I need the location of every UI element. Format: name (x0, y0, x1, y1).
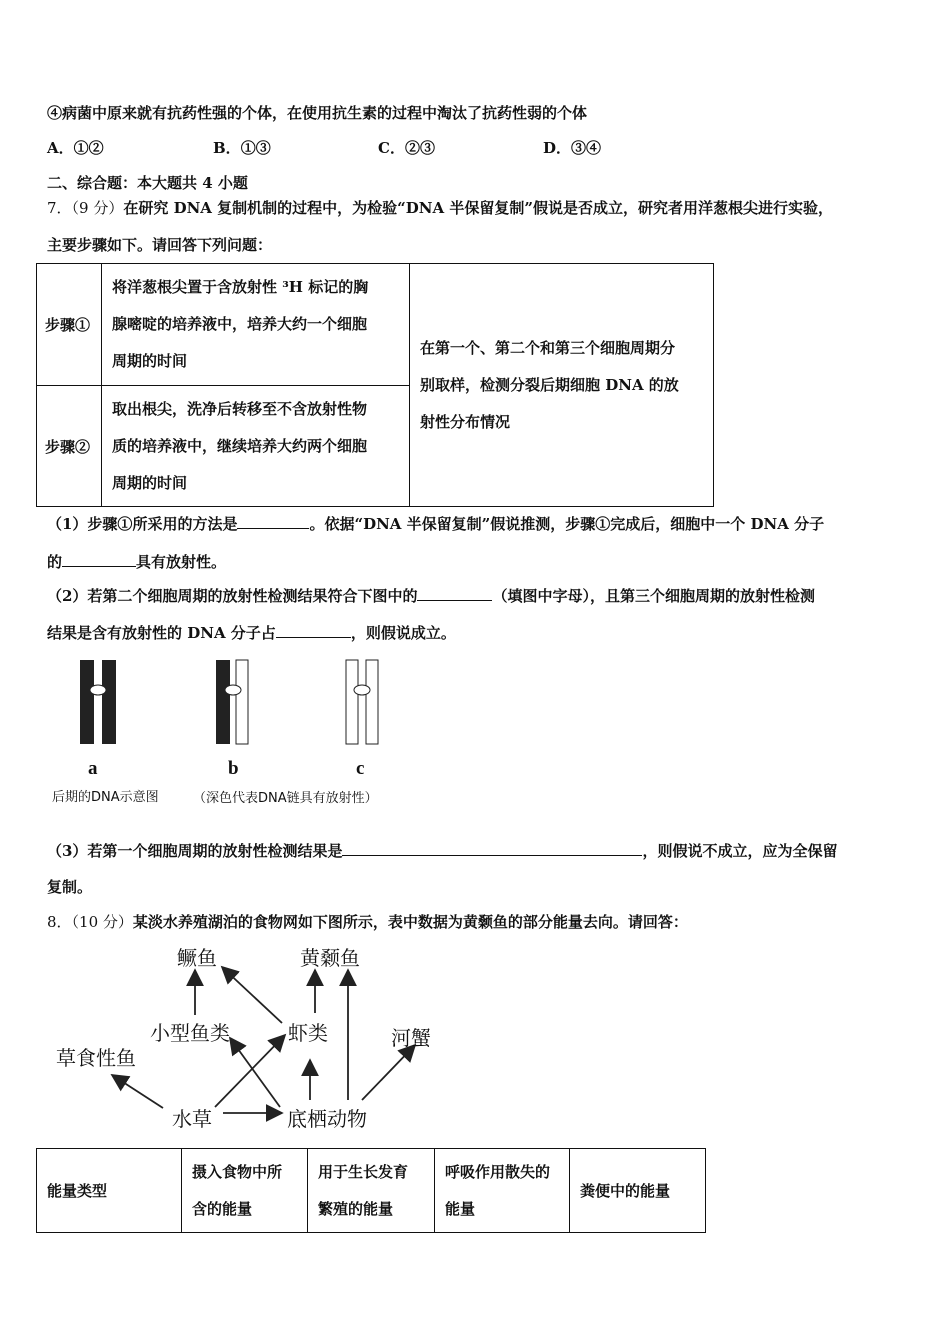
q7-sub2-line1: （2）若第二个细胞周期的放射性检测结果符合下图中的 （填图中字母），且第三个细胞周期的放射性检测 (47, 584, 815, 606)
q7-number: 7．（9 分） (47, 199, 124, 217)
energy-col-feces: 粪便中的能量 (570, 1149, 706, 1233)
q7-sub1-line1: （1）步骤①所采用的方法是 。依据“DNA 半保留复制”假说推测，步骤①完成后，细胞中一个 DNA 分子 (47, 512, 824, 534)
node-benthos: 底栖动物 (287, 1107, 367, 1131)
node-herbivorous-fish: 草食性鱼 (56, 1046, 136, 1070)
step2-label: 步骤② (37, 386, 102, 507)
q7-sub2-line2: 结果是含有放射性的 DNA 分子占 ，则假说成立。 (47, 621, 456, 643)
figure-caption-right: （深色代表DNA链具有放射性） (193, 791, 378, 806)
step2-content: 取出根尖，洗净后转移至不含放射性物 质的培养液中，继续培养大约两个细胞 周期的时间 (102, 386, 410, 507)
choice-d: D．③④ (543, 139, 602, 157)
q7-stem-line2: 主要步骤如下。请回答下列问题： (47, 236, 273, 254)
node-yellow-catfish: 黄颡鱼 (300, 946, 360, 970)
section-header: 二、综合题：本大题共 4 小题 (47, 174, 248, 192)
energy-col-respiration: 呼吸作用散失的 能量 (435, 1149, 570, 1233)
node-crab: 河蟹 (391, 1026, 431, 1050)
label-b: b (228, 758, 239, 779)
arrow-benthos-crab (362, 1045, 415, 1100)
q8-number: 8．（10 分） (47, 913, 133, 931)
q8-stem: 8．（10 分）某淡水养殖湖泊的食物网如下图所示，表中数据为黄颡鱼的部分能量去向。请回答： (47, 913, 688, 931)
arrow-plants-herbfish (112, 1075, 163, 1108)
blank-4[interactable] (276, 621, 351, 638)
q7-sub3-line2: 复制。 (47, 878, 93, 896)
energy-table (36, 1148, 706, 1233)
q7-stem-line1: 7．（9 分）在研究 DNA 复制机制的过程中，为检验“DNA 半保留复制”假说是否成立，研究者用洋葱根尖进行实验， (47, 199, 833, 217)
sampling-content: 在第一个、第二个和第三个细胞周期分 别取样，检测分裂后期细胞 DNA 的放 射性分布情况 (410, 264, 714, 507)
arrow-shrimp-mandarin (222, 967, 282, 1023)
label-c: c (356, 758, 365, 779)
steps-table (36, 263, 714, 507)
blank-5[interactable] (342, 839, 642, 856)
q7-sub1-line2: 的 具有放射性。 (47, 550, 226, 572)
choice-a: A．①② (47, 139, 104, 157)
blank-2[interactable] (62, 550, 136, 567)
energy-header: 能量类型 (37, 1149, 182, 1233)
choice-c: C．②③ (378, 139, 435, 157)
step1-label: 步骤① (37, 264, 102, 386)
dna-b-diagram (216, 660, 248, 744)
blank-3[interactable] (417, 584, 492, 601)
dna-c-diagram (346, 660, 378, 744)
dna-a-diagram (80, 660, 116, 744)
choice-b: B．①③ (213, 139, 271, 157)
figure-caption-left: 后期的DNA示意图 (52, 790, 159, 805)
energy-col-intake: 摄入食物中所 含的能量 (182, 1149, 308, 1233)
label-a: a (88, 758, 98, 779)
blank-1[interactable] (237, 512, 309, 529)
q7-sub3-line1: （3）若第一个细胞周期的放射性检测结果是 ，则假说不成立，应为全保留 (47, 839, 837, 861)
option-line-4: ④病菌中原来就有抗药性强的个体，在使用抗生素的过程中淘汰了抗药性弱的个体 (47, 104, 588, 122)
node-shrimp: 虾类 (288, 1021, 328, 1045)
node-mandarin-fish: 鳜鱼 (177, 946, 217, 970)
energy-col-growth: 用于生长发育 繁殖的能量 (308, 1149, 435, 1233)
node-small-fish: 小型鱼类 (150, 1021, 230, 1045)
step1-content: 将洋葱根尖置于含放射性 ³H 标记的胸 腺嘧啶的培养液中，培养大约一个细胞 周期的时间 (102, 264, 410, 386)
node-water-plants: 水草 (172, 1107, 212, 1131)
